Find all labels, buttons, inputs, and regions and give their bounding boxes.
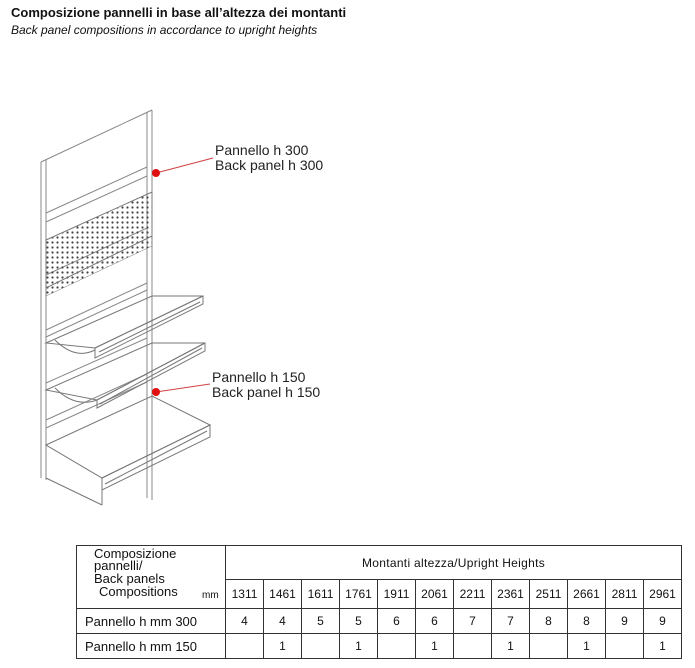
height-cell: 2661	[568, 580, 606, 609]
value-cell: 5	[302, 609, 340, 634]
corner-line-1: Composizione	[94, 546, 177, 561]
value-cell	[530, 634, 568, 659]
page-subtitle: Back panel compositions in accordance to upright heights	[11, 23, 318, 37]
callout-150-line1: Pannello h 150	[212, 369, 306, 385]
value-cell	[378, 634, 416, 659]
value-cell: 5	[340, 609, 378, 634]
perforated-panel	[46, 192, 152, 288]
value-cell: 6	[378, 609, 416, 634]
top-rail	[41, 110, 152, 162]
heights-title: Montanti altezza/Upright Heights	[226, 546, 682, 580]
value-cell: 6	[416, 609, 454, 634]
corner-unit: mm	[202, 590, 219, 601]
value-cell	[606, 634, 644, 659]
height-cell: 1611	[302, 580, 340, 609]
upright-front	[147, 110, 152, 500]
shelf-base	[46, 396, 210, 505]
height-cell: 1911	[378, 580, 416, 609]
value-cell: 1	[340, 634, 378, 659]
value-cell	[226, 634, 264, 659]
table-row	[77, 634, 682, 659]
height-cell: 2511	[530, 580, 568, 609]
height-cell: 2361	[492, 580, 530, 609]
height-cell: 1311	[226, 580, 264, 609]
page-title: Composizione pannelli in base all’altezza dei montanti	[11, 5, 347, 20]
value-cell	[302, 634, 340, 659]
callout-150-line2: Back panel h 150	[212, 384, 321, 400]
callout-panel-150	[212, 370, 320, 400]
table-corner-header	[77, 546, 226, 609]
leader-line-300	[156, 158, 213, 173]
value-cell: 4	[264, 609, 302, 634]
value-cell: 1	[568, 634, 606, 659]
height-cell: 2811	[606, 580, 644, 609]
height-cell: 2061	[416, 580, 454, 609]
corner-line-2: pannelli/	[94, 558, 143, 573]
corner-line-3: Back panels	[94, 571, 165, 586]
value-cell: 7	[454, 609, 492, 634]
height-cell: 2211	[454, 580, 492, 609]
height-cell: 2961	[644, 580, 682, 609]
value-cell: 9	[606, 609, 644, 634]
value-rows	[77, 609, 682, 659]
row-label: Pannello h mm 300	[77, 609, 226, 634]
shelf-middle	[46, 343, 205, 408]
upright-back	[41, 160, 46, 480]
value-cell: 1	[492, 634, 530, 659]
value-cell: 4	[226, 609, 264, 634]
value-cell: 1	[264, 634, 302, 659]
callout-panel-300	[215, 143, 323, 173]
value-cell: 8	[530, 609, 568, 634]
value-cell: 9	[644, 609, 682, 634]
marker-300	[152, 169, 160, 177]
value-cell: 1	[644, 634, 682, 659]
value-cell: 7	[492, 609, 530, 634]
height-cell: 1461	[264, 580, 302, 609]
leader-line-150	[156, 384, 210, 392]
callout-300-line1: Pannello h 300	[215, 142, 309, 158]
row-label: Pannello h mm 150	[77, 634, 226, 659]
composition-table	[76, 545, 682, 659]
shelf-upper	[46, 296, 203, 358]
table-row	[77, 609, 682, 634]
height-cell: 1761	[340, 580, 378, 609]
value-cell: 1	[416, 634, 454, 659]
value-cell	[454, 634, 492, 659]
corner-line-4: Compositions	[99, 584, 178, 599]
value-cell: 8	[568, 609, 606, 634]
callout-300-line2: Back panel h 300	[215, 157, 324, 173]
marker-150	[152, 388, 160, 396]
